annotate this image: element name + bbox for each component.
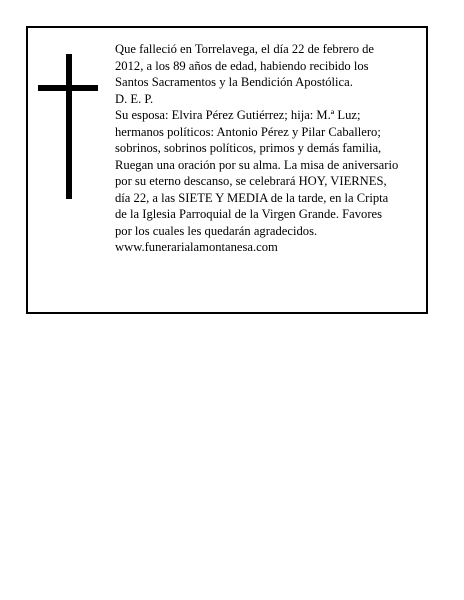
cross-horizontal-bar bbox=[38, 85, 98, 91]
notice-line-spouse: Su esposa: Elvira Pérez Gutiérrez; hija: M.ª Luz; bbox=[115, 108, 361, 122]
notice-line-sacraments: Santos Sacramentos y la Bendición Apostólica. bbox=[115, 75, 353, 89]
notice-line-death-date: Que falleció en Torrelavega, el día 22 de febrero de bbox=[115, 42, 375, 56]
notice-line-church: de la Iglesia Parroquial de la Virgen Grande. Favores bbox=[115, 207, 383, 221]
notice-line-siblings-in-law: hermanos políticos: Antonio Pérez y Pilar Caballero; bbox=[115, 124, 381, 139]
notice-line-age: 2012, a los 89 años de edad, habiendo recibido los bbox=[115, 58, 369, 73]
notice-line-mass: por su eterno descanso, se celebrará HOY, VIERNES, bbox=[115, 174, 387, 188]
notice-line-prayer: Ruegan una oración por su alma. La misa de aniversario bbox=[115, 157, 399, 172]
cross-vertical-bar bbox=[66, 54, 72, 199]
notice-line-dep: D. E. P. bbox=[115, 91, 154, 106]
notice-text bbox=[115, 41, 420, 256]
obituary-notice bbox=[26, 26, 428, 314]
notice-line-thanks: por los cuales les quedarán agradecidos. bbox=[115, 223, 318, 238]
notice-line-website: www.funerarialamontanesa.com bbox=[115, 240, 278, 254]
notice-line-time: día 22, a las SIETE Y MEDIA de la tarde, en la Cripta bbox=[115, 190, 389, 205]
notice-line-family: sobrinos, sobrinos políticos, primos y demás familia, bbox=[115, 141, 382, 155]
cross-icon bbox=[38, 54, 98, 199]
